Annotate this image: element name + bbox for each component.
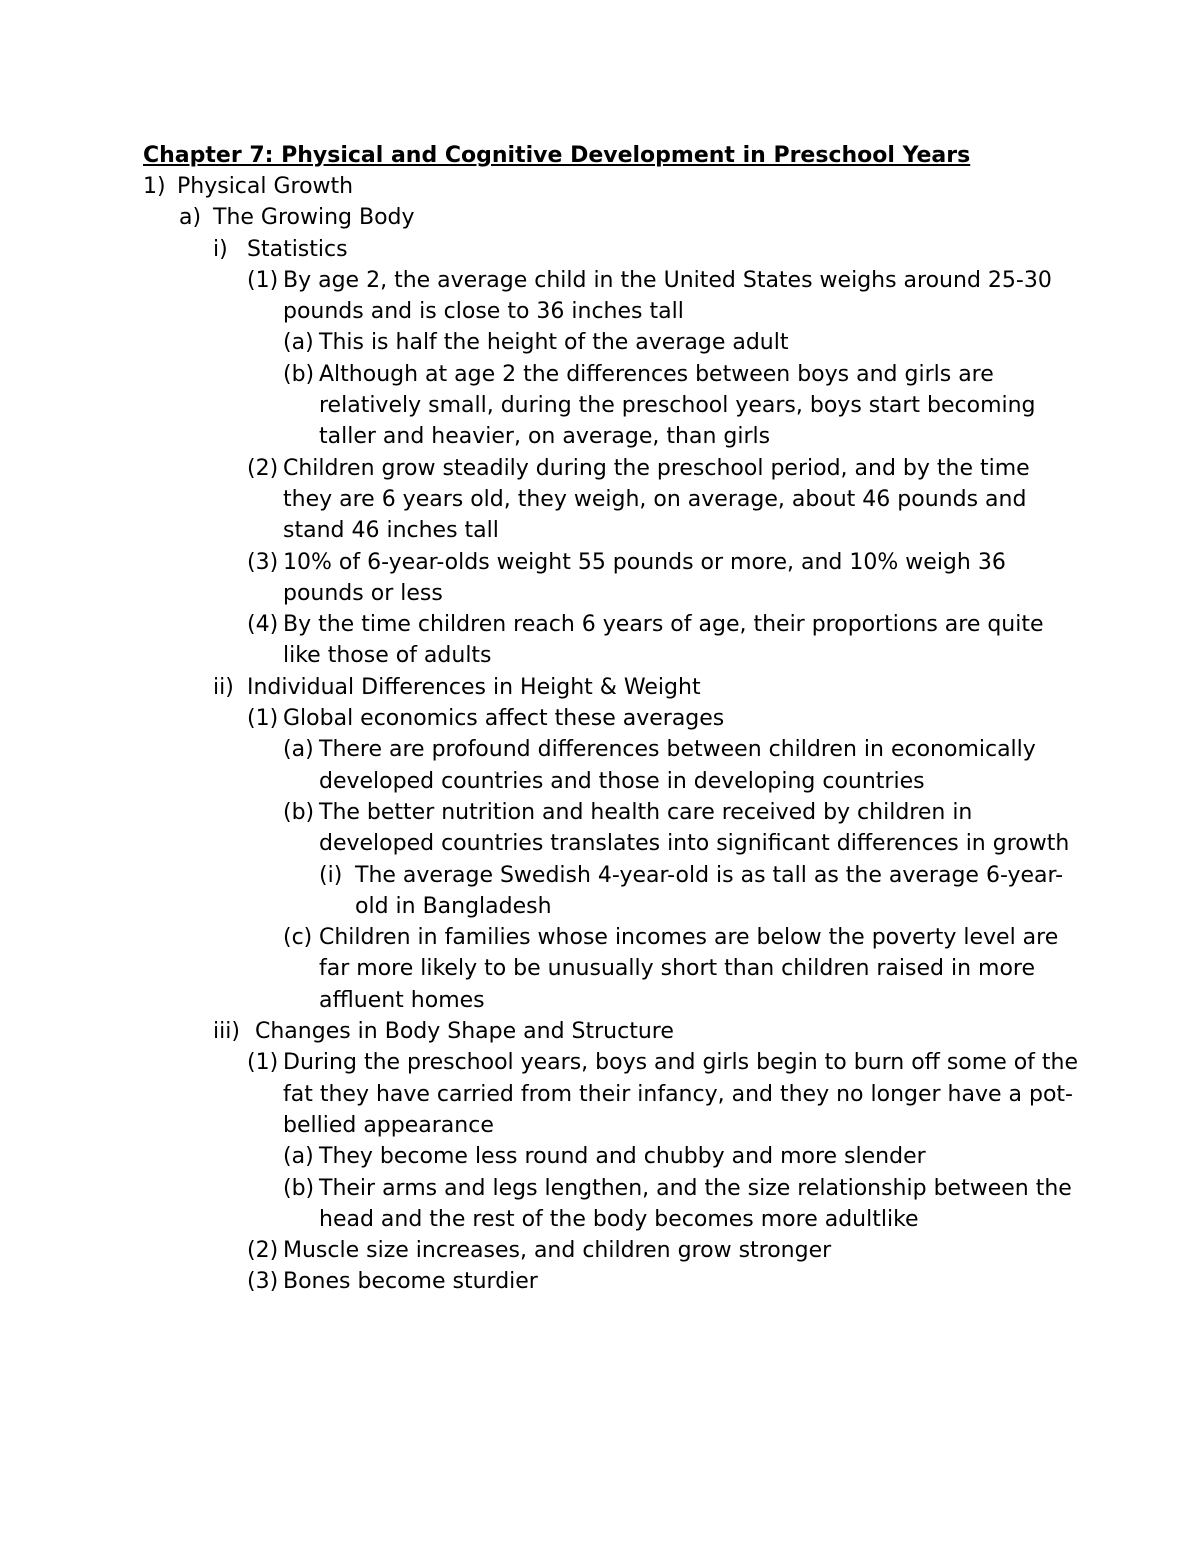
outline-item: [143, 547, 1083, 610]
item-number: (i): [319, 862, 343, 888]
item-text: This is half the height of the average adult: [319, 330, 789, 356]
outline-item: [143, 359, 1083, 453]
item-number: (2): [247, 1238, 279, 1264]
item-text: Individual Differences in Height & Weight: [247, 674, 701, 700]
item-number: a): [179, 205, 202, 231]
item-text: 10% of 6-year-olds weight 55 pounds or more, and 10% weigh 36 pounds or less: [283, 549, 1006, 606]
outline-item-physical-growth: [143, 171, 1083, 202]
item-text: Muscle size increases, and children grow stronger: [283, 1238, 832, 1264]
item-number: ii): [213, 674, 234, 700]
item-number: (c): [283, 925, 313, 951]
item-number: (2): [247, 455, 279, 481]
item-text: Global economics affect these averages: [283, 706, 725, 732]
outline-item-body-shape: [143, 1016, 1083, 1047]
outline-item: [143, 1047, 1083, 1141]
item-text: Statistics: [247, 236, 348, 262]
outline-item: [143, 922, 1083, 1016]
item-number: (a): [283, 330, 314, 356]
item-text: Bones become sturdier: [283, 1269, 538, 1295]
outline-item: [143, 327, 1083, 358]
item-text: By the time children reach 6 years of age, their proportions are quite like those of adults: [283, 612, 1044, 669]
item-number: (1): [247, 267, 279, 293]
item-number: (1): [247, 1050, 279, 1076]
outline-item: [143, 609, 1083, 672]
item-text: They become less round and chubby and more slender: [319, 1144, 926, 1170]
outline-item: [143, 797, 1083, 860]
outline-item: [143, 734, 1083, 797]
item-text: The better nutrition and health care received by children in developed countries translates into significant differences in growth: [319, 799, 1070, 857]
item-text: There are profound differences between children in economically developed countries and those in developing countries: [319, 737, 1036, 794]
outline-item: [143, 1141, 1083, 1172]
item-text: Their arms and legs lengthen, and the size relationship between the head and the rest of the body becomes more adultlike: [319, 1175, 1072, 1232]
item-number: (3): [247, 1269, 279, 1295]
item-number: (a): [283, 1144, 314, 1170]
item-text: Children in families whose incomes are below the poverty level are far more likely to be unusually short than children raised in more affluent homes: [319, 925, 1059, 1013]
document-title: Chapter 7: Physical and Cognitive Development in Preschool Years: [143, 143, 971, 168]
outline-item: [143, 703, 1083, 734]
outline-item-individual-differences: [143, 672, 1083, 703]
item-number: (b): [283, 799, 315, 825]
item-text: The average Swedish 4-year-old is as tall as the average 6-year-old in Bangladesh: [355, 862, 1064, 919]
item-text: By age 2, the average child in the United States weighs around 25-30 pounds and is close to 36 inches tall: [283, 267, 1052, 325]
outline-item: [143, 1266, 1083, 1297]
item-text: Children grow steadily during the preschool period, and by the time they are 6 years old, they weigh, on average, about 46 pounds and stand 46 inches tall: [283, 455, 1030, 544]
item-number: iii): [213, 1019, 240, 1045]
item-number: (b): [283, 1175, 315, 1201]
item-text: Although at age 2 the differences between boys and girls are relatively small, during the preschool years, boys start becoming taller and heavier, on average, than girls: [319, 361, 1036, 450]
item-number: (a): [283, 737, 314, 763]
item-number: (1): [247, 706, 279, 732]
item-text: During the preschool years, boys and girls begin to burn off some of the fat they have carried from their infancy, and they no longer have a pot-bellied appearance: [283, 1050, 1079, 1138]
item-text: Changes in Body Shape and Structure: [255, 1019, 674, 1045]
outline-item: [143, 453, 1083, 547]
item-number: (3): [247, 549, 279, 575]
outline-item: [143, 860, 1083, 923]
outline-item: [143, 1173, 1083, 1236]
item-number: (b): [283, 361, 315, 387]
item-text: Physical Growth: [177, 174, 354, 199]
item-number: i): [213, 236, 228, 262]
outline-item-statistics: [143, 234, 1083, 265]
item-number: (4): [247, 612, 279, 638]
outline-item-growing-body: [143, 202, 1083, 233]
document-content: [143, 140, 1083, 1298]
outline-item: [143, 1235, 1083, 1266]
item-number: 1): [143, 174, 166, 199]
outline-item: [143, 265, 1083, 328]
item-text: The Growing Body: [213, 205, 415, 231]
